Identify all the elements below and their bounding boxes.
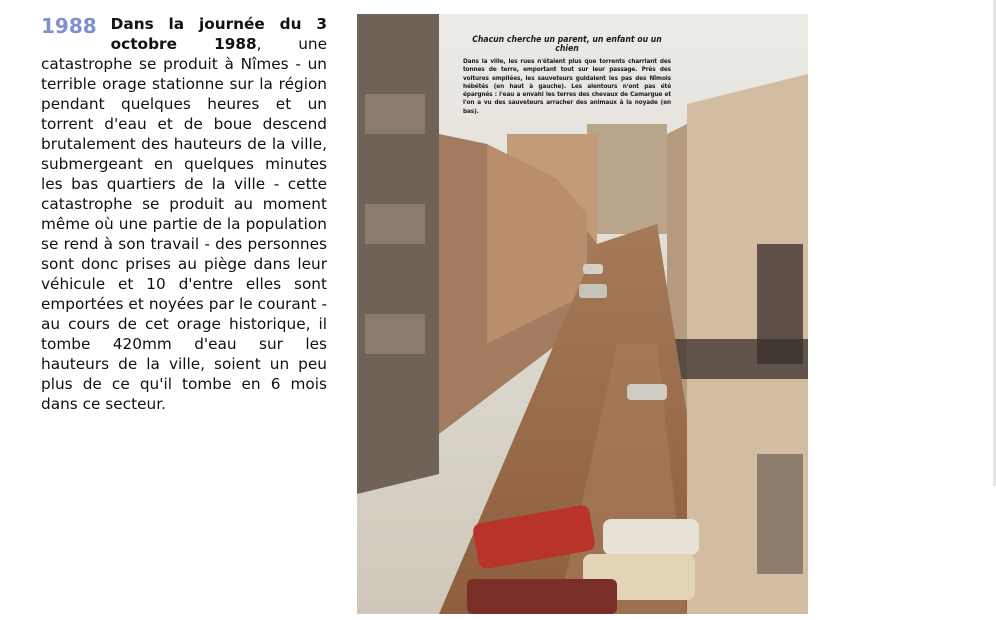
year-heading: 1988 [41, 14, 97, 38]
article-text [41, 14, 327, 414]
photo-caption [463, 36, 671, 115]
caption-body: Dans la ville, les rues n'étaient plus que torrents charriant des tonnes de terre, emportant tout sur leur passage. Près des voitures empilées, les sauveteurs guidaient les pas des Nîmois hébétés (en haut à gauche). Les alentours n'ont pas été épargnés : l'eau a envahi les terres des chevaux de Camargue et l'on a vu des sauveteurs arracher des animaux à la noyade (en bas). [463, 57, 671, 115]
flood-photo [357, 14, 808, 614]
caption-title: Chacun cherche un parent, un enfant ou un chien [472, 35, 662, 54]
article-body: , une catastrophe se produit à Nîmes - un terrible orage stationne sur la région pendant quelques heures et un torrent d'eau et de boue descend brutalement des hauteurs de la ville, submergeant en quelques minutes les bas quartiers de la ville - cette catastrophe se produit au moment même où une partie de la population se rend à son travail - des personnes sont donc prises au piège dans leur véhicule et 10 d'entre elles sont emportées et noyées par le courant - au cours de cet orage historique, il tombe 420mm d'eau sur les hauteurs de la ville, soient un peu plus de ce qu'il tombe en 6 mois dans ce secteur. [41, 35, 327, 413]
article-lead: Dans la journée du 3 octobre 1988 [110, 15, 327, 53]
